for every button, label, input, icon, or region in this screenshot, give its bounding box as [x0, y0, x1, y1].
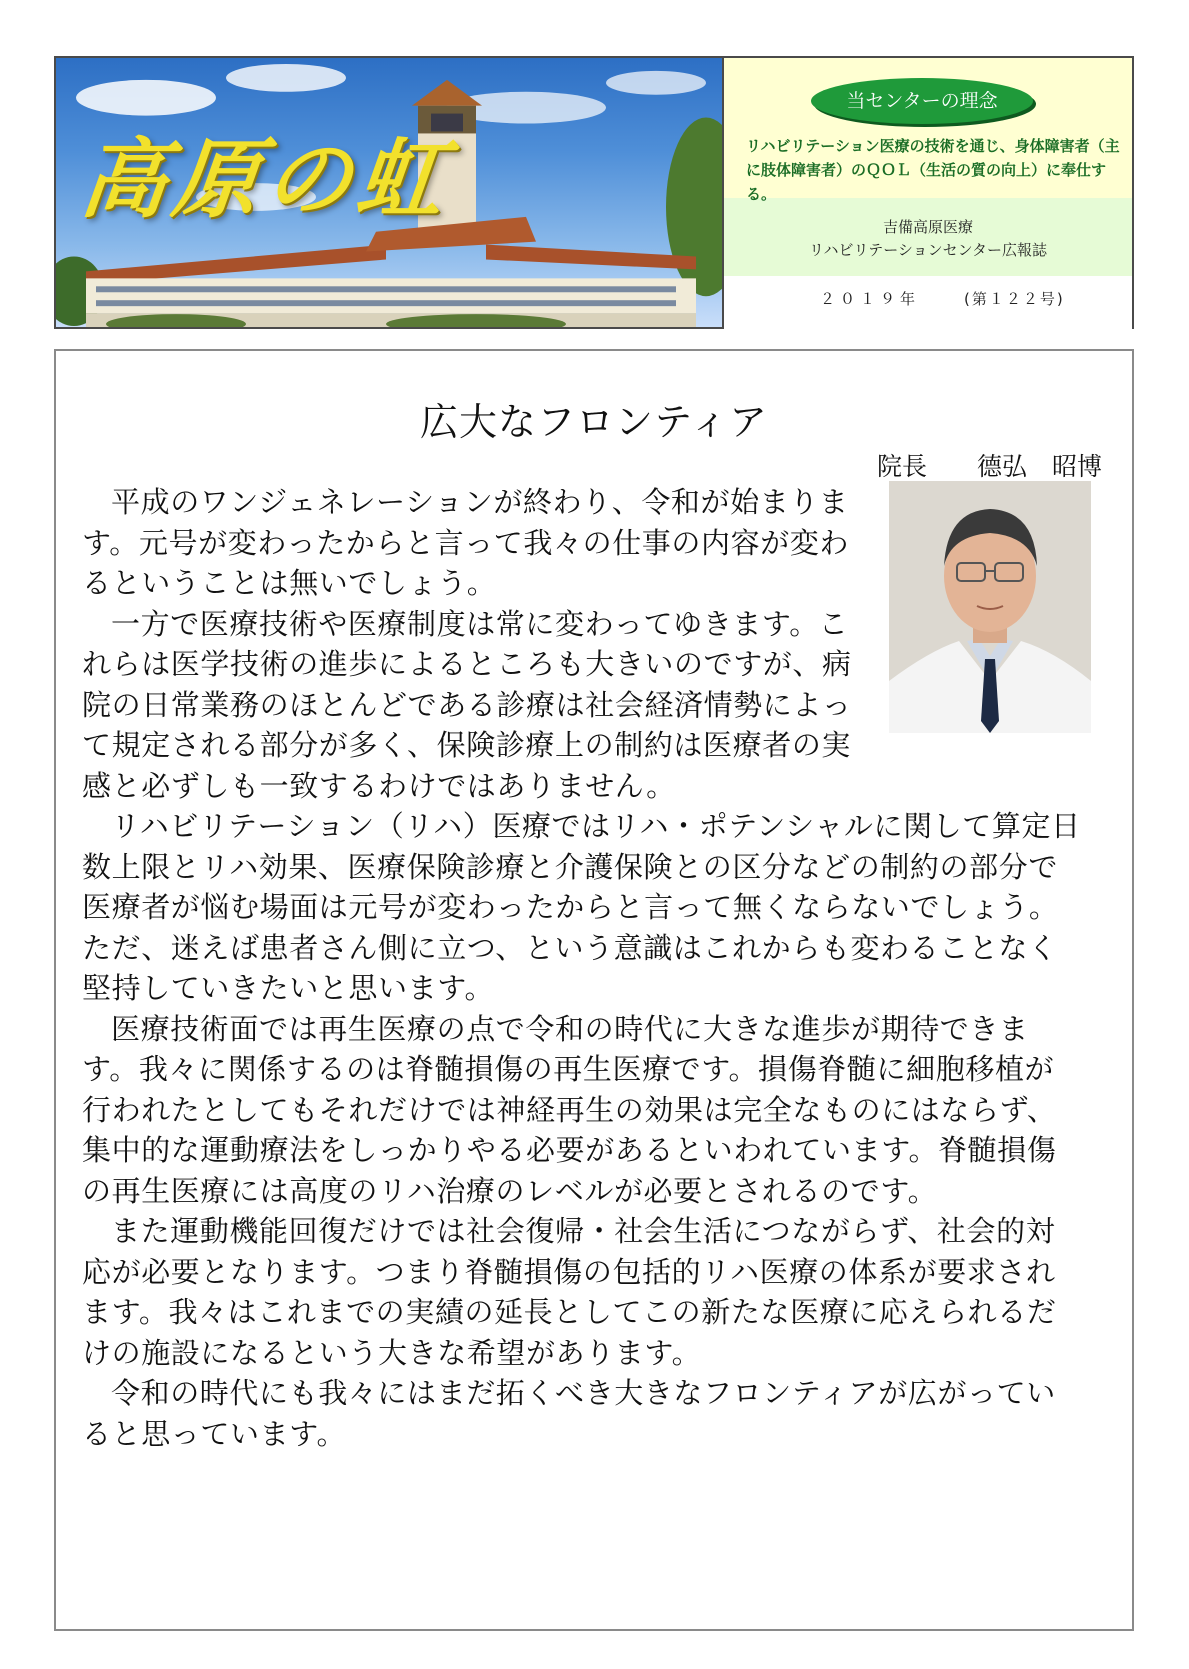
article-body	[82, 482, 1082, 1454]
paragraph: 一方で医療技術や医療制度は常に変わってゆきます。これらは医学技術の進歩によるところも大きいのですが、病院の日常業務のほとんどである診療は社会経済情勢によって規定される部分が多く、保険診療上の制約は医療者の実感と必ずしも一致するわけではありません。	[82, 606, 852, 803]
paragraph: また運動機能回復だけでは社会復帰・社会生活につながらず、社会的対応が必要となります。つまり脊髄損傷の包括的リハ医療の体系が要求されます。我々はこれまでの実績の延長としてこの新たな医療に応えられるだけの施設になるという大きな希望があります。	[82, 1214, 1057, 1370]
author-byline	[827, 447, 1102, 483]
issue-number: (第１２２号)	[964, 290, 1065, 308]
philosophy-text: リハビリテーション医療の技術を通じ、身体障害者（主に肢体障害者）のＱＯＬ（生活の質の向上）に奉仕する。	[746, 137, 1120, 203]
philosophy-badge: 当センターの理念	[811, 78, 1033, 124]
issue-year: ２０１９年	[820, 290, 921, 308]
article-box	[54, 349, 1134, 1631]
masthead-title: 高原の虹	[75, 129, 455, 230]
publication-name: リハビリテーションセンター広報誌	[808, 241, 1048, 259]
organization-name: 吉備高原医療	[882, 218, 973, 236]
issue-section	[724, 276, 1132, 329]
header-info-panel	[724, 58, 1132, 327]
hospital-building-photo	[56, 58, 724, 327]
author-name: 德弘 昭博	[976, 452, 1102, 481]
author-role: 院長	[876, 452, 927, 481]
paragraph: リハビリテーション（リハ）医療ではリハ・ポテンシャルに関して算定日数上限とリハ効果、医療保険診療と介護保険との区分などの制約の部分で医療者が悩む場面は元号が変わったからと言って無くならないでしょう。ただ、迷えば患者さん側に立つ、という意識はこれからも変わることなく堅持していきたいと思います。	[82, 809, 1081, 1005]
paragraph: 医療技術面では再生医療の点で令和の時代に大きな進歩が期待できます。我々に関係するのは脊髄損傷の再生医療です。損傷脊髄に細胞移植が行われたとしてもそれだけでは神経再生の効果は完全なものにはならず、集中的な運動療法をしっかりやる必要があるといわれています。脊髄損傷の再生医療には高度のリハ治療のレベルが必要とされるのです。	[82, 1011, 1057, 1208]
paragraph: 平成のワンジェネレーションが終わり、令和が始まります。元号が変わったからと言って我々の仕事の内容が変わるということは無いでしょう。	[82, 485, 849, 600]
article-title: 広大なフロンティア	[420, 400, 768, 444]
paragraph: 令和の時代にも我々にはまだ拓くべき大きなフロンティアが広がっていると思っています。	[82, 1376, 1056, 1451]
newsletter-header	[54, 56, 1134, 329]
organization-section	[724, 198, 1132, 276]
